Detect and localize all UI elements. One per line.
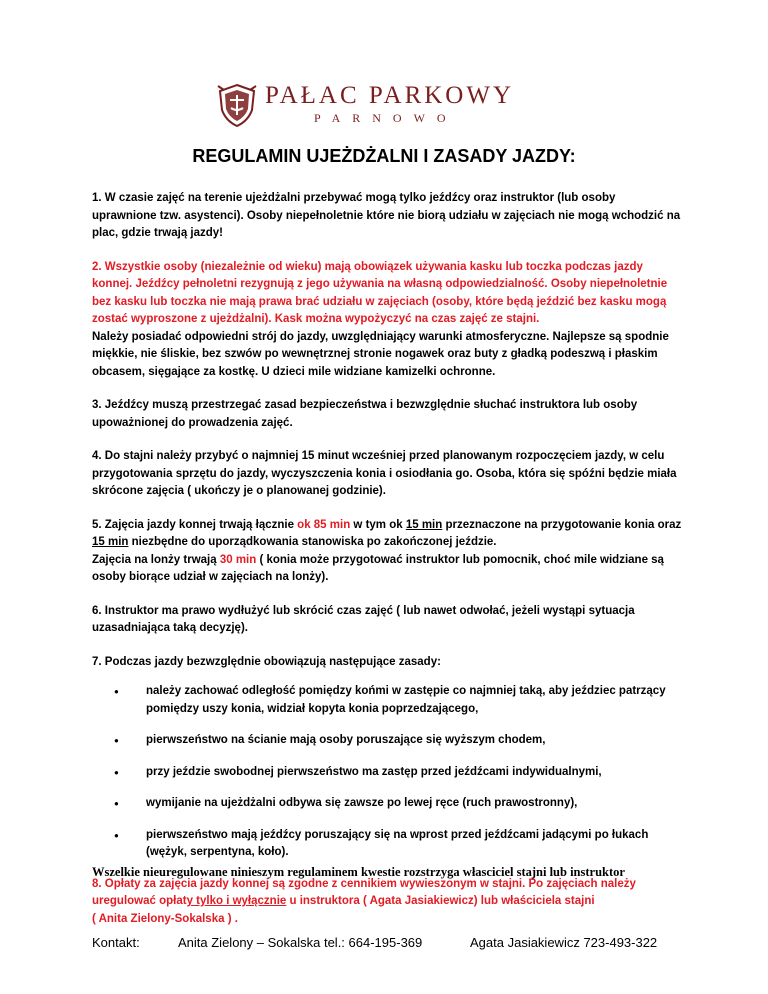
- rule-1: 1. W czasie zajęć na terenie ujeżdżalni przebywać mogą tylko jeźdźcy oraz instruktor (lub osoby uprawnione tzw. asystenci). Osoby niepełnoletnie które nie biorą udziału w zajęciach nie mogą wchodzić na plac, gdzie trwają jazdy!: [92, 192, 681, 239]
- list-item: ● przy jeździe swobodnej pierwszeństwo ma zastęp przed jeźdźcami indywidualnymi,: [92, 764, 682, 782]
- rule-2-helmet-text: 2. Wszystkie osoby (niezależnie od wieku) mają obowiązek używania kasku lub toczka podczas jazdy konnej. Jeźdźcy pełnoletni rezygnują z jego używania na własną odpowiedzialność. Osoby niepełnoletnie bez kasku lub toczka nie mają prawa brać udziału w zajęciach (osoby, które będą jeździć bez kasku mogą zostać wyproszone z ujeżdżalni). Kask można wypożyczyć na czas zajęć ze stajni.: [92, 260, 668, 325]
- contact-anita: Anita Zielony – Sokalska tel.: 664-195-369: [178, 935, 423, 950]
- rule-4: 4. Do stajni należy przybyć o najmniej 15 minut wcześniej przed planowanym rozpoczęciem jazdy, w celu przygotowania sprzętu do jazdy, wyczyszczenia konia i osiodłania go. Osoba, która się spóźni będzie miała skrócone zajęcia ( ukończy je o planowanej godzinie).: [92, 450, 677, 497]
- rule-3: 3. Jeźdźcy muszą przestrzegać zasad bezpieczeństwa i bezwzględnie słuchać instruktora lub osoby upoważnionej do prowadzenia zajęć.: [92, 399, 638, 429]
- rule-5-text: w tym ok: [350, 518, 406, 531]
- rule-7: 7. Podczas jazdy bezwzględnie obowiązują następujące zasady:: [92, 655, 441, 668]
- list-item: ● należy zachować odległość pomiędzy końmi w zastępie co najmniej taką, aby jeździec patrzący pomiędzy uszy konia, widział kopyta konia poprzedzającego,: [92, 683, 682, 718]
- riding-rules-list: [92, 683, 682, 862]
- list-item: ● pierwszeństwo mają jeźdźcy poruszający się na wprost przed jeźdźcami jadącymi po łukach (wężyk, serpentyna, koło).: [92, 827, 682, 862]
- rule-5-text: przeznaczone na przygotowanie konia oraz: [442, 518, 682, 531]
- regulations-body: [92, 190, 682, 944]
- rule-5-duration: ok 85 min: [297, 518, 351, 531]
- page-title: REGULAMIN UJEŻDŻALNI I ZASADY JAZDY:: [192, 146, 576, 166]
- rule-8-text: 8. Opłaty za zajęcia jazdy konnej są zgodne z cennikiem wywieszonym w stajni. Po zajęciach należy uregulować opłat: [92, 877, 636, 907]
- heraldic-crest-icon: [214, 82, 260, 128]
- rule-5-text: 5. Zajęcia jazdy konnej trwają łącznie: [92, 518, 298, 531]
- rule-5-lunge-text: ( konia może przygotować instruktor lub pomocnik, choć mile widziane są osoby biorące udział w zajęciach na lonży).: [92, 553, 664, 583]
- list-item: ● wymijanie na ujeżdżalni odbywa się zawsze po lewej ręce (ruch prawostronny),: [92, 795, 682, 813]
- rule-6: 6. Instruktor ma prawo wydłużyć lub skrócić czas zajęć ( lub nawet odwołać, jeżeli wystąpi sytuacja uzasadniająca taką decyzję).: [92, 604, 635, 634]
- closing-statement: Wszelkie nieuregulowane ninieszym regulaminem kwestie rozstrzyga własciciel stajni lub instruktor: [92, 865, 625, 879]
- rule-8-underlined: y tylko i wyłącznie: [186, 895, 287, 907]
- rule-8-text: u instruktora ( Agata Jasiakiewicz) lub właściciela stajni: [286, 895, 595, 907]
- rule-8: [92, 876, 682, 929]
- rule-5-lunge-text: Zajęcia na lonży trwają: [92, 553, 220, 566]
- rule-5-cleanup-time: 15 min: [92, 536, 129, 548]
- logo-sub-text: PARNOWO: [314, 111, 458, 125]
- rule-8-owner: ( Anita Zielony-Sokalska ) .: [92, 912, 238, 925]
- rule-2: [92, 259, 682, 382]
- logo-brand-text: PAŁAC PARKOWY: [265, 82, 515, 109]
- list-item: ● pierwszeństwo na ścianie mają osoby poruszające się wyższym chodem,: [92, 732, 682, 750]
- rule-5: [92, 517, 682, 587]
- contact-label: Kontakt:: [92, 935, 140, 950]
- contact-agata: Agata Jasiakiewicz 723-493-322: [470, 935, 658, 950]
- palace-logo: [214, 82, 520, 128]
- rule-5-prep-time: 15 min: [405, 518, 443, 531]
- rule-5-lunge-duration: 30 min: [219, 553, 257, 566]
- rule-5-text: niezbędne do uporządkowania stanowiska po zakończonej jeździe.: [128, 536, 497, 548]
- rule-2-attire-text: Należy posiadać odpowiedni strój do jazdy, uwzględniający warunki atmosferyczne. Najlepsze są spodnie miękkie, nie śliskie, bez szwów po wewnętrznej stronie nogawek oraz buty z gładką podeszwą i płaskim obcasem, sięgające za kostkę. U dzieci mile widziane kamizelki ochronne.: [92, 330, 669, 378]
